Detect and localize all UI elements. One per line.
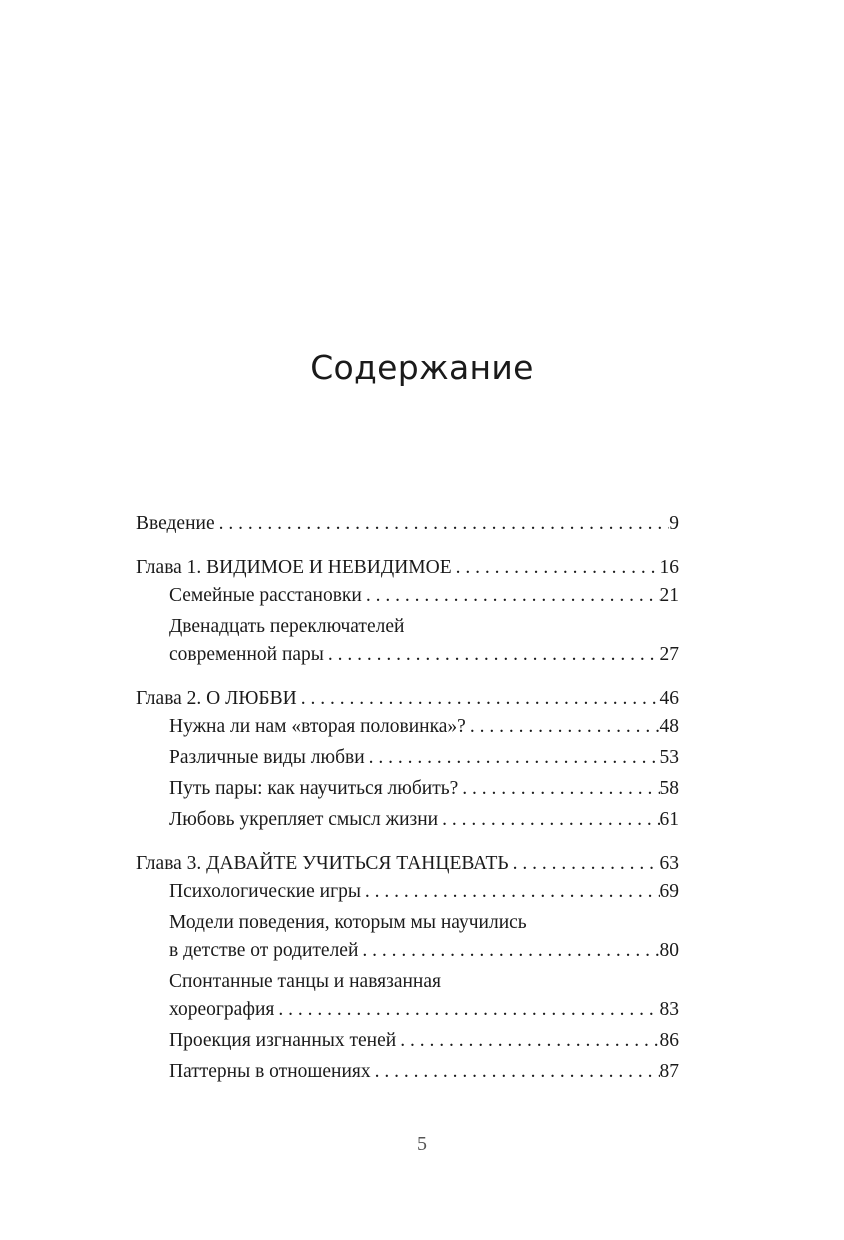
table-of-contents [136,510,679,1086]
dot-leader [297,685,660,713]
toc-entry-section[interactable] [136,878,679,906]
dot-leader [509,850,660,878]
dot-leader [396,1027,659,1055]
toc-entry-chapter-1[interactable] [136,554,679,582]
toc-entry-chapter-2[interactable] [136,685,679,713]
toc-page-number: 48 [659,716,679,737]
toc-page-number: 80 [659,940,679,961]
toc-entry-title: Паттерны в отношениях [169,1061,371,1082]
toc-entry-section[interactable] [136,775,679,803]
toc-entry-title: хореография [169,999,275,1020]
toc-entry-title: Введение [136,513,215,534]
dot-leader [362,582,660,610]
toc-page-number: 61 [659,809,679,830]
toc-entry-section[interactable] [136,744,679,772]
toc-entry-title: Глава 1. ВИДИМОЕ И НЕВИДИМОЕ [136,557,452,578]
toc-page-number: 27 [659,644,679,665]
toc-entry-introduction[interactable] [136,510,679,538]
dot-leader [324,641,660,669]
toc-entry-title-line-1: Двенадцать переключателей [169,616,405,637]
toc-entry-title: Психологические игры [169,881,361,902]
toc-page-number: 63 [659,853,679,874]
toc-page-number: 9 [669,513,679,534]
toc-entry-section[interactable] [136,1058,679,1086]
toc-page-number: 16 [659,557,679,578]
toc-entry-section[interactable] [136,968,679,1024]
toc-entry-section[interactable] [136,613,679,669]
toc-entry-section[interactable] [136,806,679,834]
toc-entry-title: современной пары [169,644,324,665]
dot-leader [365,744,660,772]
toc-entry-title: Нужна ли нам «вторая половинка»? [169,716,466,737]
toc-entry-title: Различные виды любви [169,747,365,768]
toc-page-number: 53 [659,747,679,768]
toc-entry-chapter-3[interactable] [136,850,679,878]
toc-entry-title: Глава 3. ДАВАЙТЕ УЧИТЬСЯ ТАНЦЕВАТЬ [136,853,509,874]
toc-entry-title: Семейные расстановки [169,585,362,606]
toc-page-number: 83 [659,999,679,1020]
toc-entry-title: Путь пары: как научиться любить? [169,778,459,799]
dot-leader [438,806,659,834]
toc-entry-section[interactable] [136,909,679,965]
toc-entry-title-line-1: Модели поведения, которым мы научились [169,912,527,933]
dot-leader [466,713,660,741]
toc-entry-section[interactable] [136,713,679,741]
page-number-folio: 5 [417,1133,427,1155]
toc-entry-title: Любовь укрепляет смысл жизни [169,809,439,830]
page-title: Содержание [310,348,534,387]
dot-leader [452,554,660,582]
toc-entry-title-line-1: Спонтанные танцы и навязанная [169,971,441,992]
dot-leader [215,510,670,538]
toc-page-number: 21 [659,585,679,606]
toc-page-number: 86 [659,1030,679,1051]
toc-page-number: 69 [659,881,679,902]
toc-entry-section[interactable] [136,582,679,610]
toc-entry-section[interactable] [136,1027,679,1055]
toc-page-number: 87 [659,1061,679,1082]
dot-leader [274,996,659,1024]
toc-entry-title: Глава 2. О ЛЮБВИ [136,688,297,709]
dot-leader [458,775,659,803]
dot-leader [371,1058,660,1086]
toc-page-number: 58 [659,778,679,799]
toc-entry-title: в детстве от родителей [169,940,359,961]
toc-entry-title: Проекция изгнанных теней [169,1030,397,1051]
dot-leader [358,937,659,965]
dot-leader [361,878,660,906]
toc-page-number: 46 [659,688,679,709]
